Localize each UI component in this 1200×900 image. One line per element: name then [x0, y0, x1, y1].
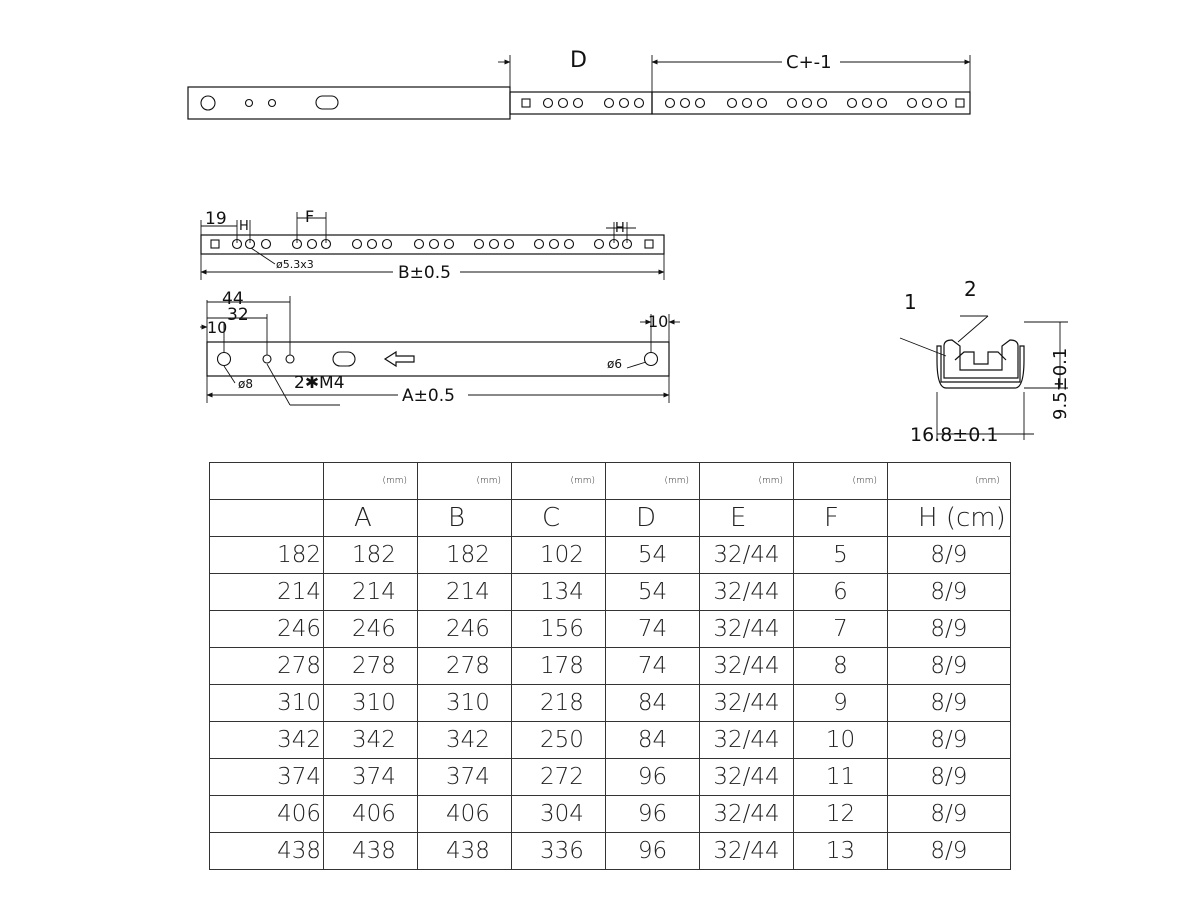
table-row — [210, 722, 1011, 759]
table-row — [210, 574, 1011, 611]
slide-assembly-view — [188, 48, 970, 119]
table-cell: 32/44 — [700, 685, 794, 722]
unit-cell: (mm) — [606, 463, 700, 500]
table-cell: 8/9 — [888, 685, 1011, 722]
table-cell: 6 — [794, 574, 888, 611]
table-cell: 278 — [324, 648, 418, 685]
table-cell: 8/9 — [888, 574, 1011, 611]
dim-h-right-label: H — [615, 221, 625, 236]
table-cell: 32/44 — [700, 796, 794, 833]
unit-cell: (mm) — [512, 463, 606, 500]
table-cell: 32/44 — [700, 722, 794, 759]
unit-cell: (mm) — [324, 463, 418, 500]
hole-phi6-label: ø6 — [607, 357, 622, 371]
table-cell: 102 — [512, 537, 606, 574]
column-header: C — [512, 500, 606, 537]
table-row — [210, 611, 1011, 648]
square-hole-icon — [211, 240, 219, 248]
table-cell: 7 — [794, 611, 888, 648]
rail-hole-icon — [262, 240, 271, 249]
rail-hole-icon — [681, 99, 690, 108]
rail-hole-icon — [595, 240, 604, 249]
table-cell: 8/9 — [888, 796, 1011, 833]
rail-hole-icon — [923, 99, 932, 108]
row-label: 374 — [210, 759, 324, 796]
rail-hole-icon — [848, 99, 857, 108]
rail-hole-icon — [788, 99, 797, 108]
mounting-hole-icon — [286, 355, 294, 363]
table-cell: 32/44 — [700, 574, 794, 611]
rail-hole-icon — [445, 240, 454, 249]
rail-hole-icon — [605, 99, 614, 108]
table-cell: 272 — [512, 759, 606, 796]
outer-profile — [937, 346, 1024, 388]
rail-hole-icon — [938, 99, 947, 108]
rail-hole-icon — [863, 99, 872, 108]
table-cell: 32/44 — [700, 759, 794, 796]
rail-hole-icon — [565, 240, 574, 249]
table-cell: 8 — [794, 648, 888, 685]
dim-32-label: 32 — [227, 305, 249, 325]
table-cell: 310 — [324, 685, 418, 722]
table-cell: 406 — [324, 796, 418, 833]
callout-1-label: 1 — [904, 290, 917, 314]
table-cell: 10 — [794, 722, 888, 759]
table-cell: 214 — [418, 574, 512, 611]
table-cell: 74 — [606, 611, 700, 648]
table-cell: 8/9 — [888, 648, 1011, 685]
hole-diameter-label: ø5.3x3 — [276, 258, 314, 271]
dim-44-label: 44 — [222, 289, 244, 309]
table-cell: 8/9 — [888, 722, 1011, 759]
dim-b-label: B±0.5 — [398, 263, 451, 283]
mounting-hole-icon — [269, 100, 276, 107]
dim-width-label: 16.8±0.1 — [910, 424, 999, 446]
unit-cell: (mm) — [888, 463, 1011, 500]
table-cell: 250 — [512, 722, 606, 759]
column-header: H (cm) — [888, 500, 1011, 537]
table-row — [210, 796, 1011, 833]
row-label: 438 — [210, 833, 324, 870]
thread-m4-label: 2✱M4 — [294, 373, 345, 393]
table-cell: 54 — [606, 537, 700, 574]
table-cell: 246 — [418, 611, 512, 648]
table-cell: 96 — [606, 759, 700, 796]
inner-profile — [944, 340, 1018, 378]
column-header: D — [606, 500, 700, 537]
dim-h-left-label: H — [239, 219, 249, 234]
rail-hole-icon — [758, 99, 767, 108]
rail-hole-icon — [353, 240, 362, 249]
mounting-hole-icon — [201, 96, 215, 110]
table-cell: 54 — [606, 574, 700, 611]
table-cell: 438 — [324, 833, 418, 870]
outer-rail-outline — [188, 87, 510, 119]
table-cell: 32/44 — [700, 611, 794, 648]
rail-hole-icon — [559, 99, 568, 108]
rail-cross-section — [900, 277, 1071, 446]
callout-2-label: 2 — [964, 277, 977, 301]
ball-retainer-profile — [955, 352, 1006, 364]
table-cell: 84 — [606, 685, 700, 722]
table-cell: 342 — [324, 722, 418, 759]
unit-cell: (mm) — [418, 463, 512, 500]
row-label: 406 — [210, 796, 324, 833]
rail-hole-icon — [368, 240, 377, 249]
table-cell: 32/44 — [700, 648, 794, 685]
unit-cell: (mm) — [700, 463, 794, 500]
table-row — [210, 537, 1011, 574]
column-header: F — [794, 500, 888, 537]
rail-hole-icon — [878, 99, 887, 108]
rail-hole-icon — [818, 99, 827, 108]
table-cell: 12 — [794, 796, 888, 833]
mounting-hole-icon — [645, 353, 658, 366]
direction-arrow-icon — [385, 352, 414, 366]
table-cell: 9 — [794, 685, 888, 722]
square-hole-icon — [956, 99, 964, 107]
dim-c-label: C+-1 — [786, 52, 832, 73]
mounting-hole-icon — [263, 355, 271, 363]
table-cell: 8/9 — [888, 611, 1011, 648]
rail-hole-icon — [635, 99, 644, 108]
column-header: A — [324, 500, 418, 537]
table-cell: 246 — [324, 611, 418, 648]
row-label: 342 — [210, 722, 324, 759]
rail-hole-row — [544, 99, 947, 108]
table-cell: 342 — [418, 722, 512, 759]
rail-hole-icon — [490, 240, 499, 249]
inner-rail-view — [201, 207, 664, 283]
rail-hole-icon — [620, 99, 629, 108]
table-cell: 134 — [512, 574, 606, 611]
rail-hole-icon — [415, 240, 424, 249]
rail-hole-icon — [505, 240, 514, 249]
table-cell: 304 — [512, 796, 606, 833]
rail-hole-icon — [743, 99, 752, 108]
table-cell: 13 — [794, 833, 888, 870]
rail-hole-row — [233, 240, 632, 249]
unit-row — [210, 463, 1011, 500]
rail-hole-icon — [383, 240, 392, 249]
table-cell: 336 — [512, 833, 606, 870]
dim-f-label: F — [305, 207, 315, 226]
header-row — [210, 500, 1011, 537]
table-cell: 178 — [512, 648, 606, 685]
column-header: E — [700, 500, 794, 537]
table-cell: 8/9 — [888, 833, 1011, 870]
mounting-hole-icon — [246, 100, 253, 107]
table-row — [210, 648, 1011, 685]
table-cell: 5 — [794, 537, 888, 574]
column-header: B — [418, 500, 512, 537]
rail-hole-icon — [696, 99, 705, 108]
rail-hole-icon — [728, 99, 737, 108]
rail-hole-icon — [475, 240, 484, 249]
table-cell: 96 — [606, 796, 700, 833]
square-hole-icon — [645, 240, 653, 248]
dim-10-right-label: 10 — [648, 312, 669, 331]
hole-phi8-label: ø8 — [238, 377, 253, 391]
table-cell: 310 — [418, 685, 512, 722]
table-cell: 84 — [606, 722, 700, 759]
table-cell: 96 — [606, 833, 700, 870]
table-cell: 214 — [324, 574, 418, 611]
rail-hole-icon — [666, 99, 675, 108]
outer-rail-view — [200, 289, 680, 406]
slot-hole-icon — [316, 96, 338, 109]
row-label: 246 — [210, 611, 324, 648]
table-cell: 8/9 — [888, 759, 1011, 796]
table-cell: 182 — [418, 537, 512, 574]
rail-hole-icon — [544, 99, 553, 108]
dim-10-left-label: 10 — [207, 318, 228, 337]
table-cell: 218 — [512, 685, 606, 722]
table-cell: 74 — [606, 648, 700, 685]
table-row — [210, 685, 1011, 722]
dim-d-label: D — [570, 48, 587, 73]
table-cell: 11 — [794, 759, 888, 796]
table-cell: 182 — [324, 537, 418, 574]
dimension-spec-table — [209, 462, 1011, 870]
dim-height-label: 9.5±0.1 — [1050, 347, 1071, 420]
table-cell: 374 — [418, 759, 512, 796]
rail-hole-icon — [430, 240, 439, 249]
table-cell: 156 — [512, 611, 606, 648]
table-row — [210, 833, 1011, 870]
rail-hole-icon — [803, 99, 812, 108]
table-row — [210, 759, 1011, 796]
corner-cell — [210, 463, 324, 500]
table-cell: 278 — [418, 648, 512, 685]
row-label: 214 — [210, 574, 324, 611]
outer-rail-body — [207, 342, 669, 376]
rail-hole-icon — [550, 240, 559, 249]
row-label: 182 — [210, 537, 324, 574]
table-cell: 406 — [418, 796, 512, 833]
unit-cell: (mm) — [794, 463, 888, 500]
row-label: 310 — [210, 685, 324, 722]
corner-cell — [210, 500, 324, 537]
table-cell: 438 — [418, 833, 512, 870]
rail-hole-icon — [908, 99, 917, 108]
dim-a-label: A±0.5 — [402, 386, 455, 406]
table-cell: 8/9 — [888, 537, 1011, 574]
dim-19-label: 19 — [205, 209, 227, 229]
mounting-hole-icon — [218, 353, 231, 366]
rail-hole-icon — [308, 240, 317, 249]
rail-hole-icon — [535, 240, 544, 249]
table-cell: 32/44 — [700, 537, 794, 574]
table-cell: 374 — [324, 759, 418, 796]
rail-hole-icon — [574, 99, 583, 108]
square-hole-icon — [522, 99, 530, 107]
table-cell: 32/44 — [700, 833, 794, 870]
slot-hole-icon — [333, 352, 355, 366]
row-label: 278 — [210, 648, 324, 685]
